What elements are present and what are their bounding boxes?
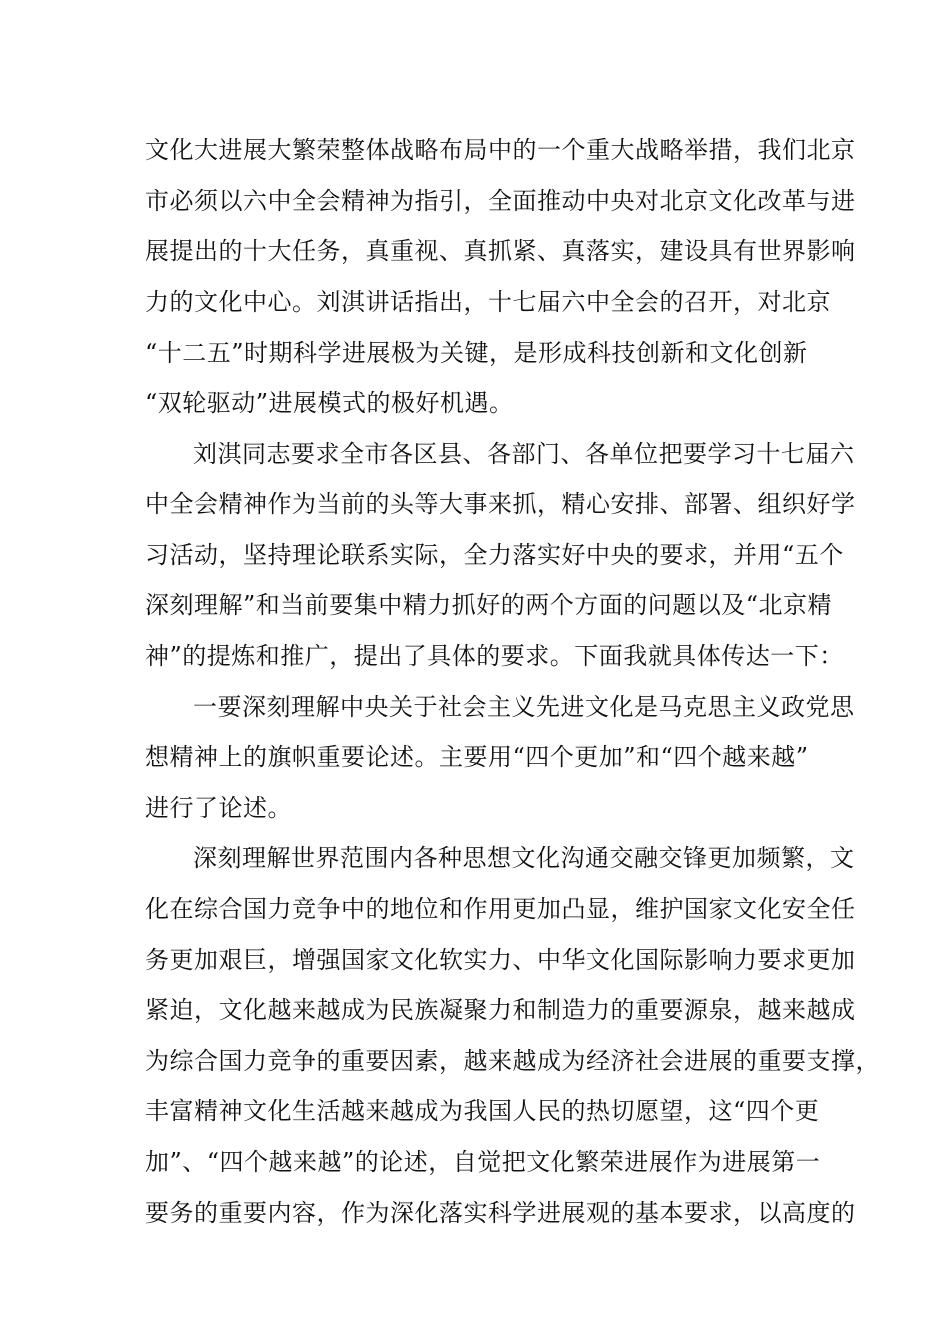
text-line: 要务的重要内容，作为深化落实科学进展观的基本要求，以高度的 — [145, 1199, 856, 1227]
text-line: 务更加艰巨，增强国家文化软实力、中华文化国际影响力要求更加 — [145, 946, 856, 974]
text-line: 展提出的十大任务，真重视、真抓紧、真落实，建设具有世界影响 — [145, 237, 856, 265]
text-line: 加”、“四个越来越”的论述，自觉把文化繁荣进展作为进展第一 — [145, 1148, 821, 1176]
text-line: 想精神上的旗帜重要论述。主要用“四个更加”和“四个越来越” — [145, 743, 809, 771]
text-line: 习活动，坚持理论联系实际，全力落实好中央的要求，并用“五个 — [145, 541, 844, 569]
text-line: 深刻理解世界范围内各种思想文化沟通交融交锋更加频繁，文 — [193, 844, 855, 872]
text-line: 紧迫，文化越来越成为民族凝聚力和制造力的重要源泉，越来越成 — [145, 996, 856, 1024]
text-line: 丰富精神文化生活越来越成为我国人民的热切愿望，这“四个更 — [145, 1097, 820, 1125]
text-line: 为综合国力竞争的重要因素，越来越成为经济社会进展的重要支撑， — [145, 1047, 880, 1075]
text-line: 神”的提炼和推广，提出了具体的要求。下面我就具体传达一下： — [145, 642, 844, 670]
text-line: 刘淇同志要求全市各区县、各部门、各单位把要学习十七届六 — [193, 440, 855, 468]
text-line: 中全会精神作为当前的头等大事来抓，精心安排、部署、组织好学 — [145, 490, 856, 518]
text-line: “十二五”时期科学进展极为关键，是形成科技创新和文化创新 — [145, 339, 808, 367]
text-line: “双轮驱动”进展模式的极好机遇。 — [145, 389, 514, 417]
text-line: 进行了论述。 — [145, 794, 292, 822]
text-line: 市必须以六中全会精神为指引，全面推动中央对北京文化改革与进 — [145, 187, 856, 215]
text-line: 一要深刻理解中央关于社会主义先进文化是马克思主义政党思 — [193, 693, 855, 721]
text-line: 化在综合国力竞争中的地位和作用更加凸显，维护国家文化安全任 — [145, 895, 856, 923]
text-line: 文化大进展大繁荣整体战略布局中的一个重大战略举措，我们北京 — [145, 136, 856, 164]
text-line: 深刻理解”和当前要集中精力抓好的两个方面的问题以及“北京精 — [145, 591, 833, 619]
text-line: 力的文化中心。刘淇讲话指出，十七届六中全会的召开，对北京 — [145, 288, 831, 316]
